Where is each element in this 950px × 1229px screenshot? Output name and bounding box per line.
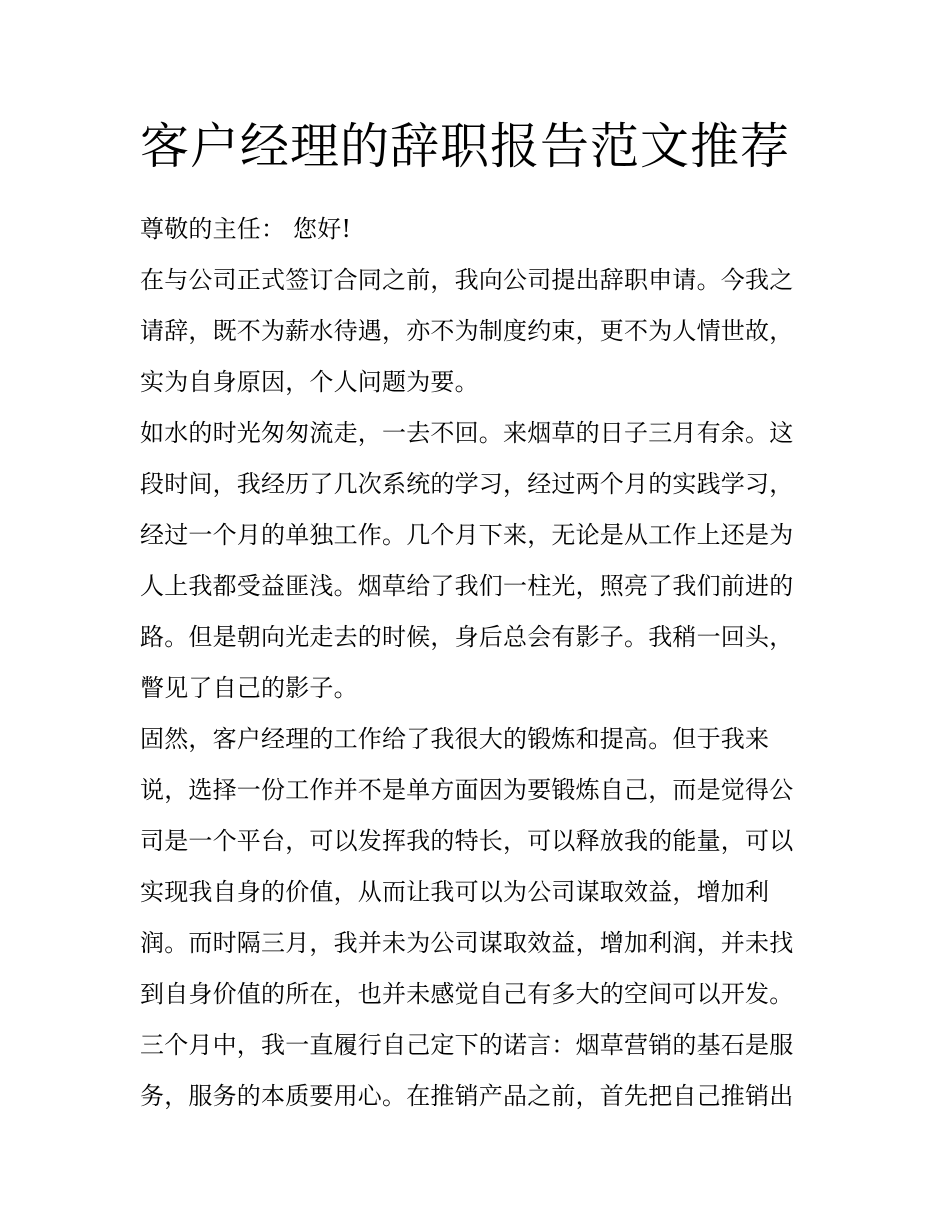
- body-line: 实现我自身的价值，从而让我可以为公司谋取效益，增加利: [140, 878, 770, 906]
- body-line: 请辞，既不为薪水待遇，亦不为制度约束，更不为人情世故，: [140, 317, 794, 345]
- body-line: 务，服务的本质要用心。在推销产品之前，首先把自己推销出: [140, 1082, 794, 1110]
- body-line: 路。但是朝向光走去的时候，身后总会有影子。我稍一回头，: [140, 623, 794, 651]
- body-line: 尊敬的主任： 您好!: [140, 215, 352, 243]
- body-line: 在与公司正式签订合同之前，我向公司提出辞职申请。今我之: [140, 266, 794, 294]
- body-line: 固然，客户经理的工作给了我很大的锻炼和提高。但于我来: [140, 725, 770, 753]
- body-line: 到自身价值的所在，也并未感觉自己有多大的空间可以开发。: [140, 980, 794, 1008]
- body-line: 瞥见了自己的影子。: [140, 674, 358, 702]
- body-line: 人上我都受益匪浅。烟草给了我们一柱光，照亮了我们前进的: [140, 572, 794, 600]
- document-body: [140, 204, 812, 1122]
- document-title: 客户经理的辞职报告范文推荐: [140, 118, 791, 175]
- body-line: 经过一个月的单独工作。几个月下来，无论是从工作上还是为: [140, 521, 794, 549]
- body-line: 司是一个平台，可以发挥我的特长，可以释放我的能量，可以: [140, 827, 794, 855]
- body-line: 润。而时隔三月，我并未为公司谋取效益，增加利润，并未找: [140, 929, 794, 957]
- body-line: 如水的时光匆匆流走，一去不回。来烟草的日子三月有余。这: [140, 419, 794, 447]
- body-line: 三个月中，我一直履行自己定下的诺言：烟草营销的基石是服: [140, 1031, 794, 1059]
- body-line: 实为自身原因，个人问题为要。: [140, 368, 479, 396]
- body-line: 说，选择一份工作并不是单方面因为要锻炼自己，而是觉得公: [140, 776, 794, 804]
- body-line: 段时间，我经历了几次系统的学习，经过两个月的实践学习，: [140, 470, 794, 498]
